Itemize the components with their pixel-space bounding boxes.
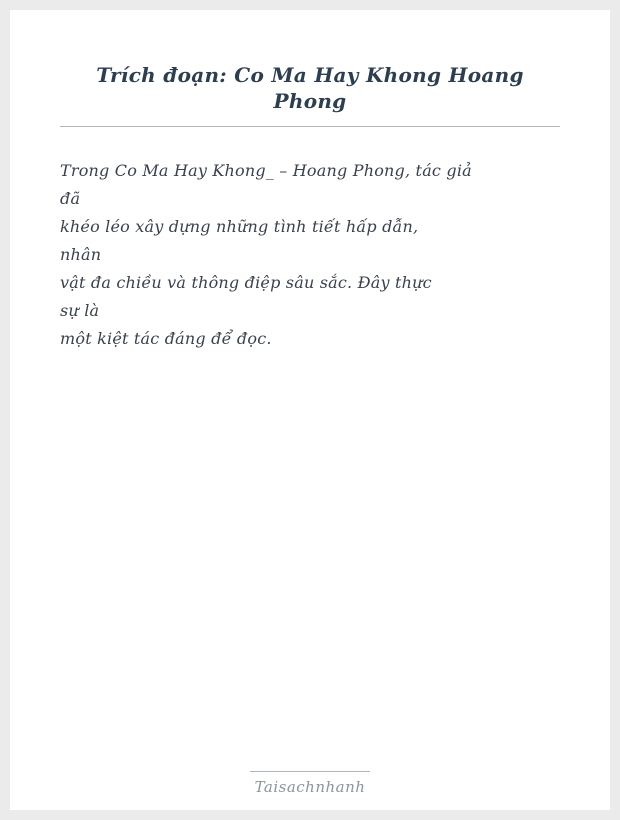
document-card — [10, 10, 610, 810]
body-line: đã — [60, 189, 81, 208]
body-line: một kiệt tác đáng để đọc. — [60, 329, 272, 348]
footer-divider — [250, 771, 370, 772]
body-line: nhân — [60, 245, 102, 264]
body-line: sự là — [60, 301, 100, 320]
body-line: Trong Co Ma Hay Khong_ – Hoang Phong, tác giả — [60, 161, 472, 180]
document-header — [60, 10, 560, 127]
excerpt-body — [60, 157, 560, 353]
title-divider — [60, 126, 560, 127]
page-title: Trích đoạn: Co Ma Hay Khong Hoang Phong — [96, 63, 524, 113]
body-line: khéo léo xây dựng những tình tiết hấp dẫn, — [60, 217, 419, 236]
footer-site-name: Taisachnhanh — [254, 778, 366, 796]
document-footer — [60, 771, 560, 810]
body-line: vật đa chiều và thông điệp sâu sắc. Đây thực — [60, 273, 432, 292]
empty-space — [60, 353, 560, 771]
